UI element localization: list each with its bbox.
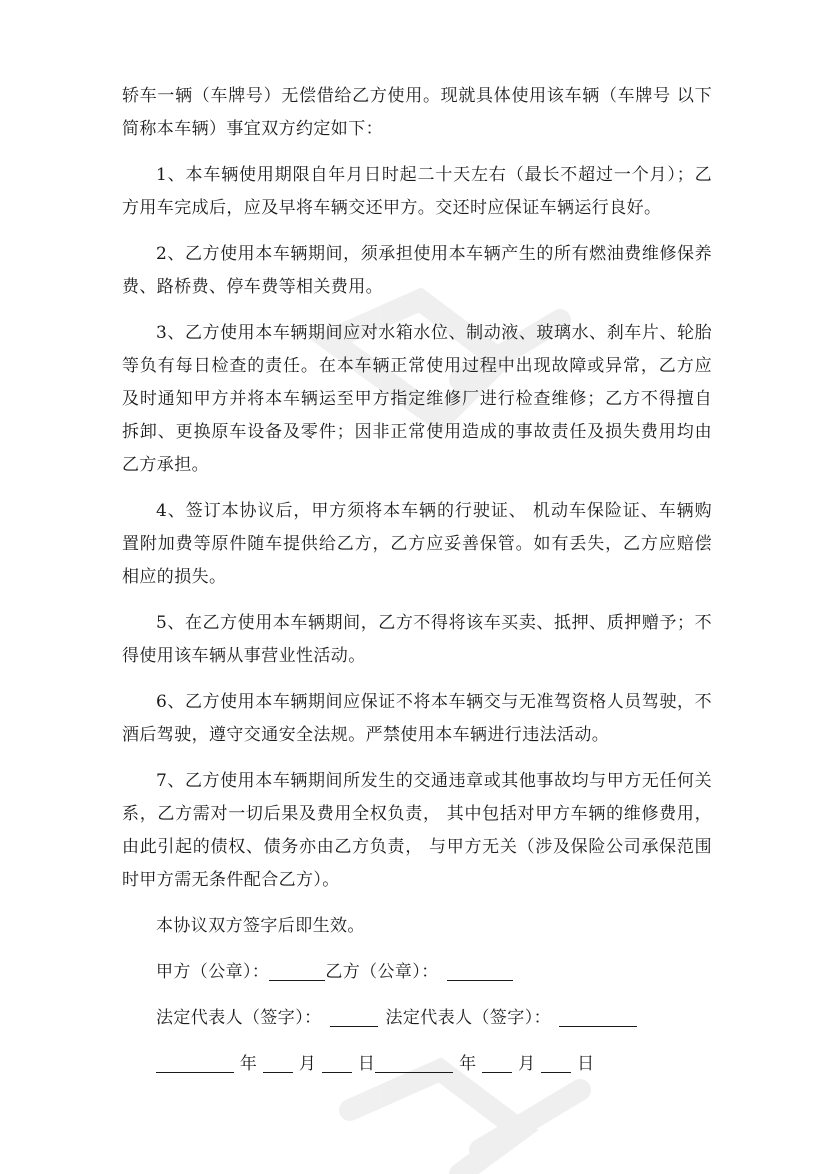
party-a-seal-blank[interactable] [269, 960, 325, 981]
representative-line [122, 1002, 712, 1035]
clause-4: 4、签订本协议后，甲方须将本车辆的行驶证、 机动车保险证、车辆购置附加费等原件随车提供给乙方，乙方应妥善保管。如有丢失，乙方应赔偿相应的损失。 [122, 501, 712, 587]
party-a-seal-label: 甲方（公章）： [156, 962, 270, 982]
clause-6: 6、乙方使用本车辆期间应保证不将本车辆交与无准驾资格人员驾驶，不酒后驾驶，遵守交通安全法规。严禁使用本车辆进行违法活动。 [122, 692, 712, 745]
year-b-label: 年 [459, 1054, 477, 1074]
day-a-blank[interactable] [322, 1052, 352, 1073]
month-b-blank[interactable] [482, 1052, 512, 1073]
month-a-label: 月 [298, 1054, 317, 1074]
rep-b-label: 法定代表人（签字）： [385, 1008, 551, 1028]
party-b-seal-blank[interactable] [447, 960, 513, 981]
effective-statement: 本协议双方签字后即生效。 [156, 916, 365, 936]
clause-1: 1、本车辆使用期限自年月日时起二十天左右（最长不超过一个月）；乙方用车完成后，应及早将车辆交还甲方。交还时应保证车辆运行良好。 [122, 165, 712, 218]
party-b-seal-label: 乙方（公章）： [325, 962, 439, 982]
year-a-blank[interactable] [156, 1052, 234, 1073]
year-a-label: 年 [239, 1054, 258, 1074]
date-line [122, 1048, 712, 1081]
month-b-label: 月 [518, 1054, 536, 1074]
day-a-label: 日 [357, 1054, 376, 1074]
rep-b-blank[interactable] [559, 1006, 637, 1027]
clause-3: 3、乙方使用本车辆期间应对水箱水位、制动液、玻璃水、刹车片、轮胎等负有每日检查的责任。在本车辆正常使用过程中出现故障或异常，乙方应及时通知甲方并将本车辆运至甲方指定维修厂进行检查维修；乙方不得擅自拆卸、更换原车设备及零件；因非正常使用造成的事故责任及损失费用均由乙方承担。 [122, 323, 712, 475]
year-b-blank[interactable] [375, 1052, 453, 1073]
rep-a-label: 法定代表人（签字）： [156, 1008, 322, 1028]
rep-a-blank[interactable] [330, 1006, 378, 1027]
day-b-blank[interactable] [541, 1052, 571, 1073]
seal-line [122, 956, 712, 989]
month-a-blank[interactable] [263, 1052, 293, 1073]
clause-5: 5、在乙方使用本车辆期间，乙方不得将该车买卖、抵押、质押赠予；不得使用该车辆从事营业性活动。 [122, 613, 712, 666]
clause-2: 2、乙方使用本车辆期间，须承担使用本车辆产生的所有燃油费维修保养费、路桥费、停车费等相关费用。 [122, 244, 712, 297]
day-b-label: 日 [577, 1054, 595, 1074]
document-body [122, 80, 712, 1094]
clause-7: 7、乙方使用本车辆期间所发生的交通违章或其他事故均与甲方无任何关系，乙方需对一切后果及费用全权负责， 其中包括对甲方车辆的维修费用， 由此引起的债权、债务亦由乙方负责， 与甲方无关（涉及保险公司承保范围时甲方需无条件配合乙方）。 [122, 771, 712, 890]
intro-paragraph: 轿车一辆（车牌号）无偿借给乙方使用。现就具体使用该车辆（车牌号 以下简称本车辆）事宜双方约定如下： [122, 86, 712, 139]
